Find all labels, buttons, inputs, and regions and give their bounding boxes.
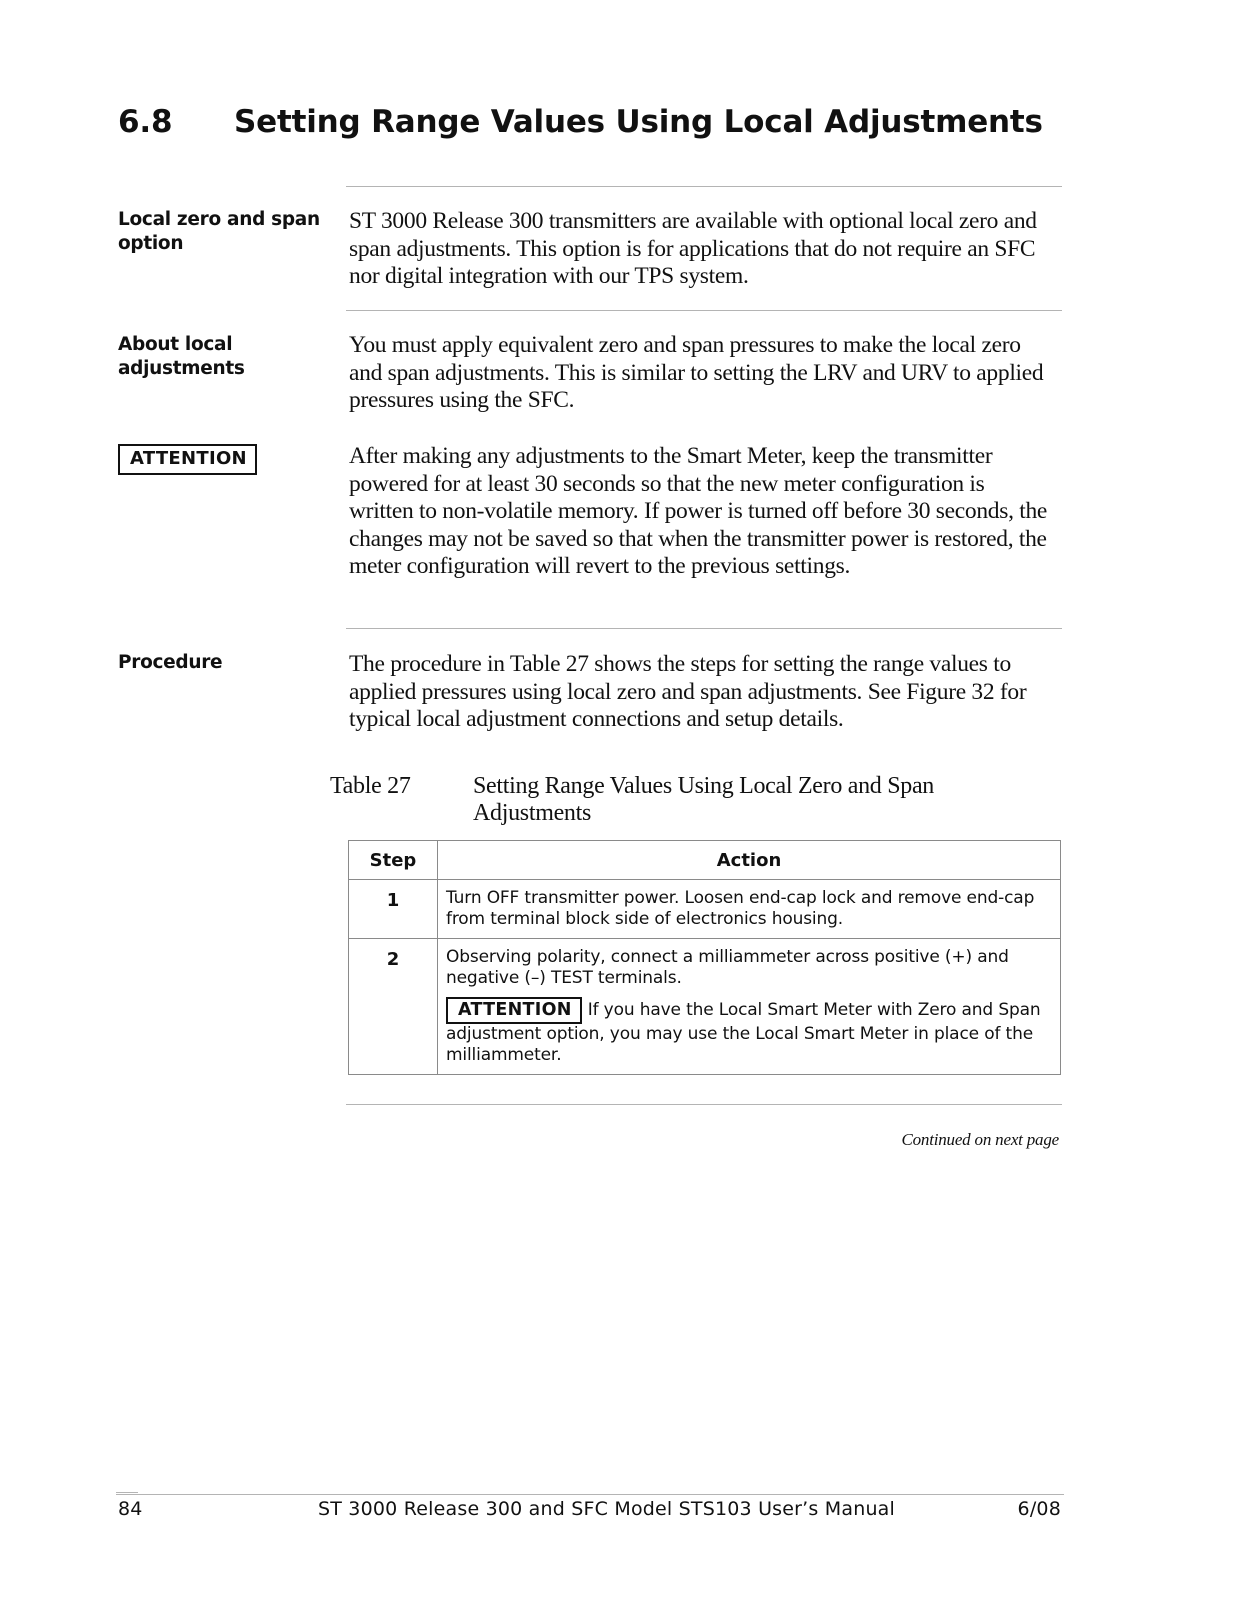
footer-divider	[116, 1494, 1064, 1495]
manual-title: ST 3000 Release 300 and SFC Model STS103 User’s Manual	[318, 1498, 896, 1520]
section-heading	[118, 104, 1043, 140]
attention-badge: ATTENTION	[446, 997, 582, 1024]
table-row	[349, 939, 1061, 1075]
label-procedure: Procedure	[118, 652, 223, 673]
section-number: 6.8	[118, 104, 173, 140]
footer-mark	[116, 1492, 138, 1493]
text-about-local-adjustments: You must apply equivalent zero and span pressures to make the local zero and span adjustments. This is similar to setting the LRV and URV to applied pressures using the SFC.	[349, 332, 1044, 413]
column-header-step: Step	[349, 841, 438, 880]
footer-date: 6/08	[1017, 1498, 1061, 1520]
step-attention-text: If you have the Local Smart Meter with Zero and Span adjustment option, you may use the Local Smart Meter in place of the milliammeter.	[446, 1000, 1041, 1065]
page-number: 84	[118, 1498, 143, 1520]
step-action: Turn OFF transmitter power. Loosen end-cap lock and remove end-cap from terminal block side of electronics housing.	[438, 880, 1061, 939]
table-caption-title: Setting Range Values Using Local Zero and Span Adjustments	[473, 773, 934, 826]
continued-note: Continued on next page	[901, 1130, 1059, 1149]
text-procedure: The procedure in Table 27 shows the steps for setting the range values to applied pressures using local zero and span adjustments. See Figure 32 for typical local adjustment connections and setup details.	[349, 651, 1027, 732]
divider	[346, 628, 1062, 629]
step-action-cell	[438, 939, 1061, 1075]
column-header-action: Action	[438, 841, 1061, 880]
divider	[346, 310, 1062, 311]
table-row	[349, 880, 1061, 939]
step-number: 2	[349, 939, 438, 1075]
label-local-zero-span: Local zero and span option	[118, 209, 320, 254]
divider	[346, 1104, 1062, 1105]
table-caption-number: Table 27	[330, 773, 411, 799]
text-local-zero-span: ST 3000 Release 300 transmitters are available with optional local zero and span adjustments. This option is for applications that do not require an SFC nor digital integration with our TPS system.	[349, 208, 1037, 289]
attention-badge: ATTENTION	[118, 444, 257, 475]
text-attention: After making any adjustments to the Smart Meter, keep the transmitter powered for at least 30 seconds so that the new meter configuration is written to non-volatile memory. If power is turned off before 30 seconds, the changes may not be saved so that when the transmitter power is restored, the meter configuration will revert to the previous settings.	[349, 443, 1048, 579]
label-about-local-adjustments: About local adjustments	[118, 334, 245, 379]
step-number: 1	[349, 880, 438, 939]
procedure-table	[348, 840, 1061, 1075]
step-action: Observing polarity, connect a milliammeter across positive (+) and negative (–) TEST terminals.	[446, 947, 1009, 988]
section-title: Setting Range Values Using Local Adjustments	[234, 104, 1043, 140]
divider	[346, 186, 1062, 187]
step-attention-note	[446, 991, 1054, 1066]
table-header-row	[349, 841, 1061, 880]
